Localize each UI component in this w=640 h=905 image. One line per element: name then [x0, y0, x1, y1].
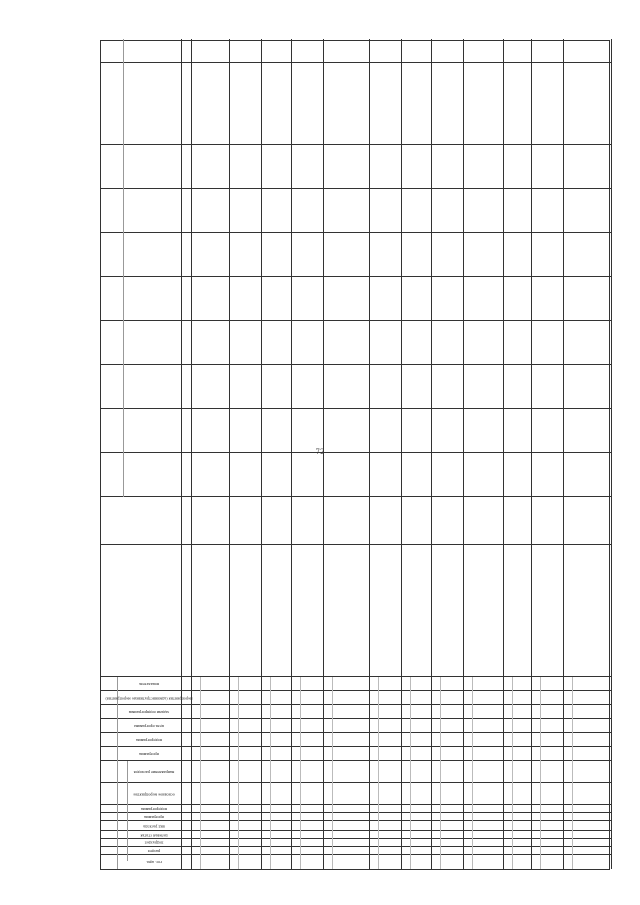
code-column-header	[129, 855, 179, 869]
rotated-table-frame	[100, 40, 610, 870]
row-divider	[261, 39, 262, 869]
code-column-header	[129, 761, 179, 783]
indicator-name	[193, 547, 228, 675]
extra-group-divider	[117, 677, 118, 761]
code-row-rule	[378, 677, 379, 869]
extra-column-header	[119, 677, 179, 691]
row-divider	[291, 39, 292, 869]
column-divider	[101, 232, 611, 233]
code-column-label: целевая статья	[140, 833, 168, 837]
column-divider	[101, 62, 611, 63]
code-row-rule	[472, 677, 473, 869]
code-column-header	[129, 805, 179, 813]
column-divider	[101, 364, 611, 365]
code-row-rule	[200, 677, 201, 869]
extra-column-header	[119, 719, 179, 733]
column-divider	[101, 276, 611, 277]
code-row-rule	[440, 677, 441, 869]
extra-column-header	[119, 733, 179, 747]
code-column-header	[129, 783, 179, 805]
row-divider	[369, 39, 370, 869]
extra-column-label: цель программы	[134, 724, 164, 728]
row-divider	[463, 39, 464, 869]
column-divider	[101, 496, 611, 497]
code-column-label: программа	[144, 815, 164, 819]
indicator-name	[231, 547, 260, 675]
header-divider	[181, 39, 182, 869]
indicator-name	[263, 547, 290, 675]
indicator-name	[505, 547, 530, 675]
code-column-header	[129, 839, 179, 847]
extra-column-header	[119, 747, 179, 761]
column-divider	[101, 408, 611, 409]
code-column-header	[129, 847, 179, 855]
indicator-name	[293, 547, 322, 675]
column-divider	[101, 144, 611, 145]
indicator-name	[465, 547, 502, 675]
row-divider	[323, 39, 324, 869]
result-group-divider	[123, 39, 124, 145]
row-divider	[503, 39, 504, 869]
code-row-rule	[572, 677, 573, 869]
indicator-name	[371, 547, 400, 675]
code-row-rule	[512, 677, 513, 869]
extra-column-label: показатель	[138, 681, 160, 686]
extra-column-label: программа	[139, 752, 159, 756]
extra-column-label: мероприятия (административные мероприятия)	[105, 695, 193, 700]
code-column-label: гос. адм.	[146, 859, 162, 864]
code-subgroup-divider	[127, 761, 128, 861]
row-divider	[531, 39, 532, 869]
code-column-label: направление расходов	[133, 770, 175, 774]
column-divider	[101, 188, 611, 189]
column-number-divider	[191, 39, 192, 869]
extra-column-label: подпрограмма	[135, 737, 163, 742]
code-row-rule	[540, 677, 541, 869]
code-row-rule	[300, 677, 301, 869]
plan-group-divider	[123, 145, 124, 497]
column-divider	[101, 320, 611, 321]
code-column-label: основное мероприятие	[133, 792, 175, 796]
extra-column-label: задачи подпрограммы	[128, 710, 170, 714]
code-column-label: подраздел	[144, 841, 164, 845]
page-number: 72	[315, 448, 325, 456]
indicator-name	[433, 547, 462, 675]
code-column-label: вид расхода	[143, 824, 165, 828]
code-column-header	[129, 831, 179, 839]
code-group-divider	[117, 761, 118, 869]
indicator-name	[565, 547, 610, 675]
indicator-name	[325, 547, 368, 675]
code-row-rule	[270, 677, 271, 869]
extra-column-header	[105, 691, 193, 705]
code-row-rule	[410, 677, 411, 869]
code-column-header	[129, 821, 179, 831]
indicator-name	[403, 547, 430, 675]
extra-column-header	[119, 705, 179, 719]
code-row-rule	[238, 677, 239, 869]
code-column-label: раздел	[147, 848, 161, 853]
row-divider	[401, 39, 402, 869]
row-divider	[229, 39, 230, 869]
code-column-label: подпрограмма	[140, 806, 168, 811]
row-divider	[611, 39, 612, 869]
column-divider	[101, 544, 611, 545]
row-divider	[563, 39, 564, 869]
row-divider	[431, 39, 432, 869]
program-indicators-table	[100, 40, 610, 870]
code-row-rule	[332, 677, 333, 869]
indicator-name	[533, 547, 562, 675]
column-divider	[101, 452, 611, 453]
code-column-header	[129, 813, 179, 821]
